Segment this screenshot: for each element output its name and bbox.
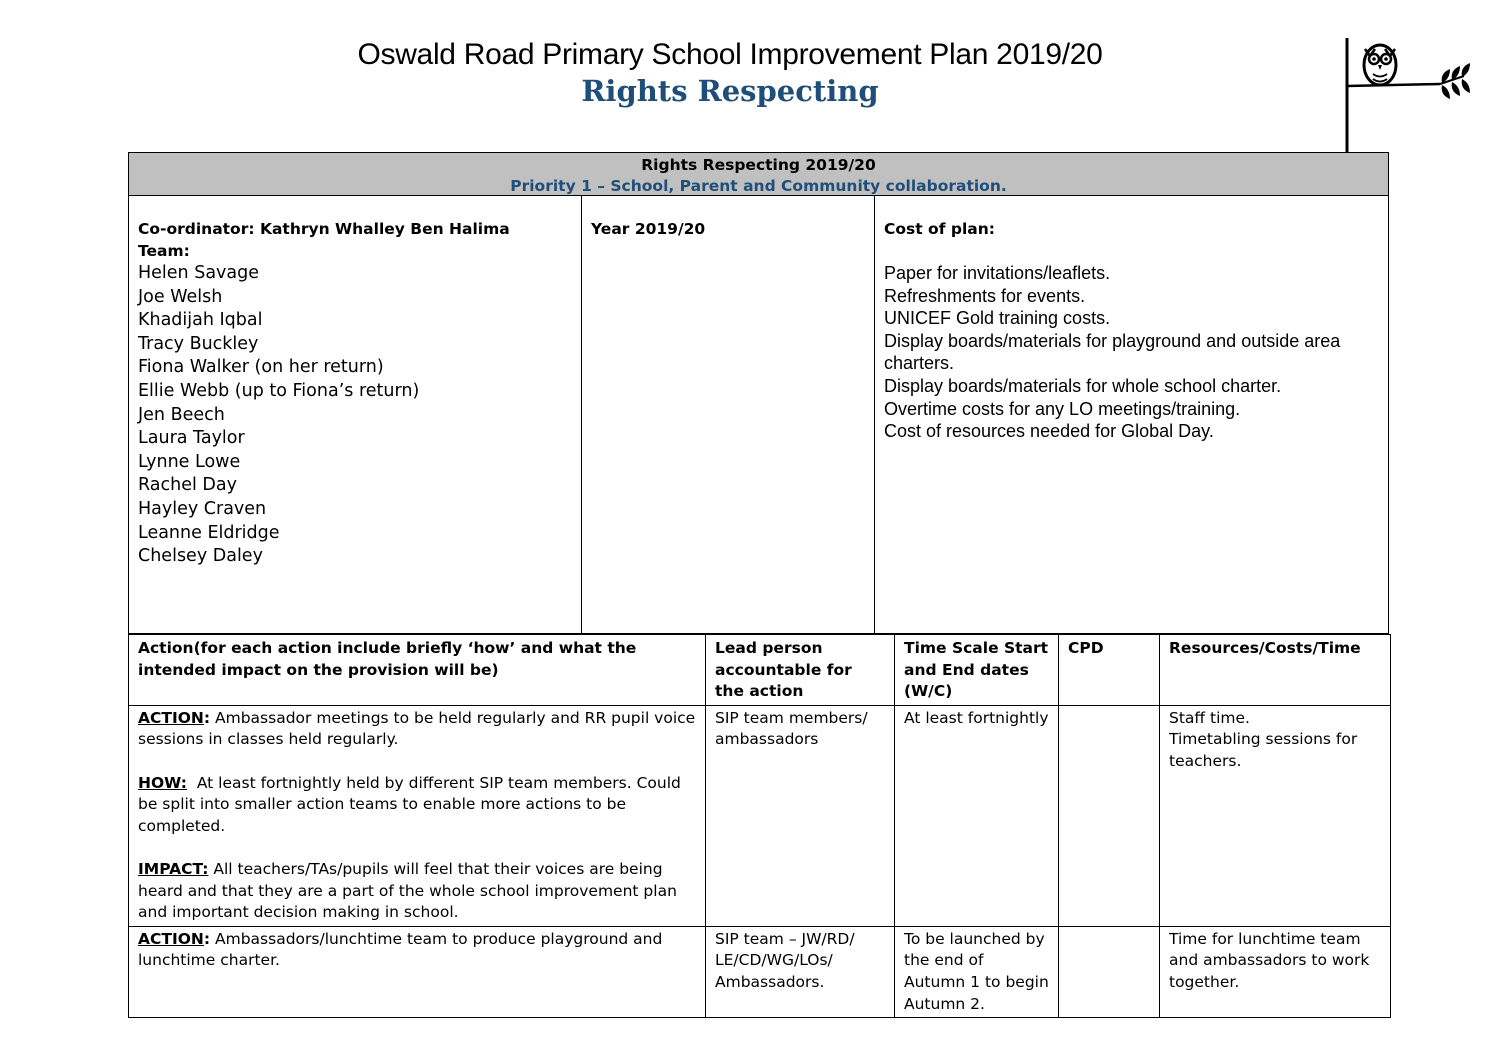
cost-item: Display boards/materials for whole school charter. — [884, 375, 1282, 396]
action-keyword: ACTION — [138, 929, 204, 948]
cost-item: Display boards/materials for playground and outside area — [884, 330, 1341, 351]
team-member: Leanne Eldridge — [138, 522, 280, 543]
cost-item: Paper for invitations/leaflets. — [884, 263, 1111, 283]
team-member: Hayley Craven — [138, 498, 267, 519]
cost-cell — [875, 196, 1388, 633]
time-cell: To be launched by the end of Autumn 1 to begin Autumn 2. — [895, 926, 1059, 1017]
team-member: Laura Taylor — [138, 428, 245, 449]
team-member: Tracy Buckley — [138, 333, 259, 354]
cost-list — [884, 262, 1379, 443]
cost-item: Overtime costs for any LO meetings/training. — [884, 398, 1241, 419]
table-header-row — [129, 635, 1391, 706]
coordinator-label: Co-ordinator: Kathryn Whalley Ben Halima — [138, 220, 510, 238]
team-member: Khadijah Iqbal — [138, 310, 263, 331]
cost-item: Cost of resources needed for Global Day. — [884, 421, 1214, 442]
action-text: Ambassador meetings to be held regularly and RR pupil voice sessions in classes held regularly. — [138, 708, 696, 749]
coordinator-cell — [129, 196, 582, 633]
year-label: Year 2019/20 — [591, 220, 706, 238]
header-time: Time Scale Start and End dates (W/C) — [895, 635, 1059, 706]
cpd-cell — [1059, 705, 1160, 926]
header-action: Action(for each action include briefly ‘how’ and what the intended impact on the provision will be) — [129, 635, 706, 706]
how-text: At least fortnightly held by different SIP team members. Could be split into smaller action teams to enable more actions to be completed. — [138, 773, 681, 835]
owl-on-branch-icon — [1340, 36, 1480, 156]
team-member: Rachel Day — [138, 475, 237, 496]
team-member: Jen Beech — [138, 404, 225, 425]
table-row — [129, 705, 1391, 926]
plan-title: Rights Respecting 2019/20 — [641, 156, 876, 174]
how-keyword: HOW: — [138, 773, 187, 792]
header-cpd: CPD — [1059, 635, 1160, 706]
action-keyword: ACTION — [138, 708, 204, 727]
action-table — [128, 634, 1391, 1018]
resources-line: Timetabling sessions for teachers. — [1169, 730, 1358, 770]
action-text: Ambassadors/lunchtime team to produce playground and lunchtime charter. — [138, 929, 663, 970]
impact-keyword: IMPACT: — [138, 859, 209, 878]
cost-item: UNICEF Gold training costs. — [884, 308, 1111, 329]
plan-summary-box — [128, 152, 1389, 634]
year-cell — [582, 196, 875, 633]
plan-priority: Priority 1 – School, Parent and Community collaboration. — [510, 177, 1007, 195]
action-cell: ACTION: Ambassador meetings to be held regularly and RR pupil voice sessions in classes held regularly. HOW: At least fortnightly held by different SIP team members. Could be split into smaller action teams to enable more actions to be completed. IMPACT: All teachers/TAs/pupils will feel that their voices are being heard and that they are a part of the whole school improvement plan and important decision making in school. — [129, 705, 706, 926]
resources-cell — [1160, 705, 1391, 926]
team-member: Helen Savage — [138, 263, 259, 283]
action-cell: ACTION: Ambassadors/lunchtime team to produce playground and lunchtime charter. — [129, 926, 706, 1017]
team-member: Ellie Webb (up to Fiona’s return) — [138, 380, 420, 401]
cost-label: Cost of plan: — [884, 220, 995, 238]
team-member: Fiona Walker (on her return) — [138, 357, 384, 378]
document-subtitle: Rights Respecting — [581, 74, 879, 108]
document-title: Oswald Road Primary School Improvement Plan 2019/20 — [357, 38, 1103, 71]
team-member: Joe Welsh — [138, 286, 223, 307]
resources-cell: Time for lunchtime team and ambassadors to work together. — [1160, 926, 1391, 1017]
team-member: Lynne Lowe — [138, 451, 241, 472]
team-member: Chelsey Daley — [138, 546, 263, 567]
plan-header — [129, 153, 1388, 196]
cpd-cell — [1059, 926, 1160, 1017]
team-label: Team: — [138, 242, 190, 260]
lead-cell: SIP team – JW/RD/ LE/CD/WG/LOs/ Ambassadors. — [706, 926, 895, 1017]
lead-cell: SIP team members/ ambassadors — [706, 705, 895, 926]
resources-line: Staff time. — [1169, 708, 1250, 727]
impact-text: All teachers/TAs/pupils will feel that their voices are being heard and that they are a part of the whole school improvement plan and important decision making in school. — [138, 859, 677, 922]
time-cell: At least fortnightly — [895, 705, 1059, 926]
header-lead: Lead person accountable for the action — [706, 635, 895, 706]
header-resources: Resources/Costs/Time — [1160, 635, 1391, 706]
cost-item: Refreshments for events. — [884, 285, 1086, 306]
table-row — [129, 926, 1391, 1017]
cost-item: charters. — [884, 353, 955, 374]
team-list — [138, 262, 572, 569]
